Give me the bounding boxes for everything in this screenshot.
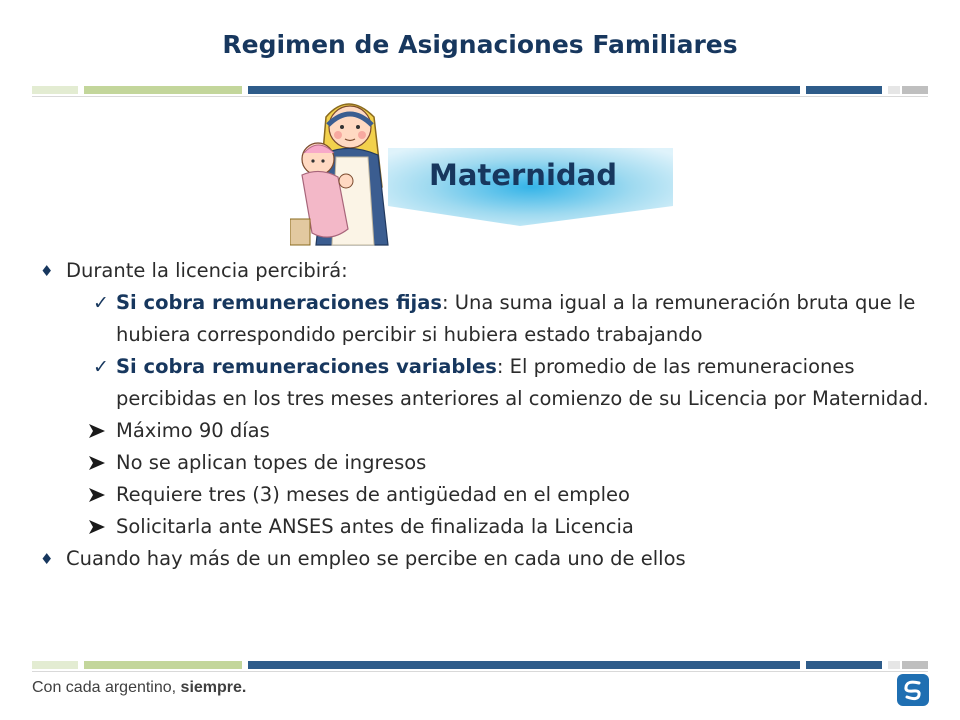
checkmark-icon: ✓ — [93, 292, 109, 314]
condition-text: No se aplican topes de ingresos — [116, 451, 427, 474]
list-item — [38, 479, 938, 511]
checkmark-icon: ✓ — [93, 356, 109, 378]
arrowhead-icon — [88, 455, 106, 471]
condition-text: Máximo 90 días — [116, 419, 270, 442]
tagline-emphasis: siempre. — [180, 679, 247, 696]
diamond-icon: ♦ — [40, 262, 54, 280]
arrowhead-icon — [88, 487, 106, 503]
fixed-pay-text: : Una suma igual a la remuneración bruta que le hubiera correspondido percibir si hubiera estado trabajando — [116, 291, 916, 346]
list-item — [38, 543, 938, 575]
intro-text: Durante la licencia percibirá: — [66, 259, 348, 282]
condition-text: Solicitarla ante ANSES antes de finalizada la Licencia — [116, 515, 634, 538]
variable-pay-label: Si cobra remuneraciones variables — [116, 355, 497, 378]
diamond-icon: ♦ — [40, 550, 54, 568]
content-list — [38, 255, 938, 575]
slide-title: Regimen de Asignaciones Familiares — [222, 30, 738, 59]
variable-pay-text: : El promedio de las remuneraciones percibidas en los tres meses anteriores al comienzo de su Licencia por Maternidad. — [116, 355, 929, 410]
condition-text: Requiere tres (3) meses de antigüedad en el empleo — [116, 483, 630, 506]
list-item — [38, 287, 938, 351]
arrowhead-icon — [88, 423, 106, 439]
fixed-pay-label: Si cobra remuneraciones fijas — [116, 291, 442, 314]
list-item — [38, 511, 938, 543]
list-item — [38, 351, 938, 415]
banner-label: Maternidad — [429, 158, 617, 192]
multiple-jobs-text: Cuando hay más de un empleo se percibe en cada uno de ellos — [66, 547, 686, 570]
list-item — [38, 255, 938, 287]
arrowhead-icon — [88, 519, 106, 535]
anses-logo-icon — [897, 674, 929, 706]
header-divider — [32, 86, 928, 94]
list-item — [38, 415, 938, 447]
footer-tagline — [32, 679, 246, 697]
list-item — [38, 447, 938, 479]
footer-divider — [32, 661, 928, 669]
tagline-prefix: Con cada argentino, — [32, 679, 181, 696]
